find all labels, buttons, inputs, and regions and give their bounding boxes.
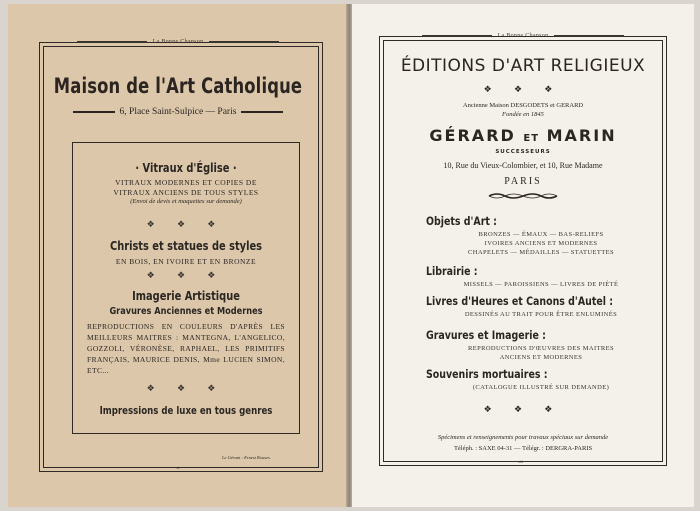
category-librairie [426,264,656,289]
left-page [8,4,348,507]
imagerie-subtitle: Gravures Anciennes et Modernes [109,306,263,317]
vitraux-section [73,161,299,205]
category-heading: Souvenirs mortuaires : [426,367,548,381]
category-souvenirs [426,367,656,392]
ornament: ❖ ❖ ❖ [146,270,226,280]
firm-name-part: MARIN [546,126,617,145]
christs-title: Christs et statues de styles [109,239,262,253]
ornament: ❖ ❖ ❖ [146,383,226,393]
right-page [352,4,694,507]
page-number: vii [518,459,523,464]
footer-contact: Téléph. : SAXE 04-31 — Télégr. : DERGRA-PARIS [453,445,593,452]
firm-name-et: ET [523,133,540,144]
vitraux-line: VITRAUX ANCIENS DE TOUS STYLES [113,188,259,197]
category-line: BRONZES — ÉMAUX — BAS-RELIEFS [478,231,604,238]
category-line: REPRODUCTIONS D'ŒUVRES DES MAITRES [467,345,615,352]
imagerie-section [73,289,299,376]
christs-section [73,239,299,267]
imagerie-title: Imagerie Artistique [132,289,240,303]
category-heading: Livres d'Heures et Canons d'Autel : [426,294,614,308]
running-head: La Bonne Chanson [8,39,348,45]
category-gravures [426,328,656,362]
swash-ornament [487,192,559,200]
vitraux-title: · Vitraux d'Église · [135,161,237,175]
founded: Fondée en 1845 [502,111,544,118]
category-line: ANCIENS ET MODERNES [499,354,583,361]
ornament: ❖ ❖ ❖ [483,84,563,94]
running-head: La Bonne Chanson [352,33,694,39]
category-line: DESSINÉS AU TRAIT POUR ÊTRE ENLUMINÉS [464,311,618,318]
category-line: IVOIRES ANCIENS ET MODERNES [484,240,598,247]
page-number: vi [176,465,180,470]
category-heading: Gravures et Imagerie : [426,328,546,342]
former-house: Ancienne Maison DESGODETS et GERARD [462,102,584,109]
impressions-title: Impressions de luxe en tous genres [99,405,273,417]
vitraux-line: VITRAUX MODERNES ET COPIES DE [115,178,257,187]
advert-box [72,142,300,434]
footer-credit: Le Gérant : Ernest Rouses. [222,455,271,460]
page-title: ÉDITIONS D'ART RELIGIEUX [400,56,646,76]
successors-label: SUCCESSEURS [495,149,551,155]
firm-name-part: GÉRARD [429,126,516,145]
christs-line: EN BOIS, EN IVOIRE ET EN BRONZE [115,257,257,266]
page-title: Maison de l'Art Catholique [53,74,303,98]
category-line: CHAPELETS — MÉDAILLES — STATUETTES [468,249,614,256]
reproductions-text: REPRODUCTIONS EN COULEURS D'APRÈS LES MEILLEURS MAITRES : MANTEGNA, L'ANGELICO, GOZZOLI, VÉRONÈSE, RAPHAEL, LES PRIMITIFS FRANÇAIS, MAURICE DENIS, Mme LUCIEN SIMON, ETC... [87,322,285,375]
category-heading: Librairie : [426,264,478,278]
category-heading: Objets d'Art : [426,214,497,228]
city: PARIS [504,176,542,187]
ornament: ❖ ❖ ❖ [483,404,563,414]
footer-note: Spécimens et renseignements pour travaux spéciaux sur demande [437,434,609,441]
ornament: ❖ ❖ ❖ [146,219,226,229]
address: 6, Place Saint-Sulpice — Paris [8,107,348,117]
category-livres-dheures [426,294,656,319]
address: 10, Rue du Vieux-Colombier, et 10, Rue Madame [443,161,603,170]
firm-name [352,126,694,145]
category-line: MISSELS — PAROISSIENS — LIVRES DE PIÉTÉ [463,281,619,288]
impressions-section [73,405,299,417]
vitraux-note: (Envoi de devis et maquettes sur demande) [130,198,242,205]
category-objets-dart [426,214,656,257]
category-line: (CATALOGUE ILLUSTRÉ SUR DEMANDE) [472,384,610,391]
